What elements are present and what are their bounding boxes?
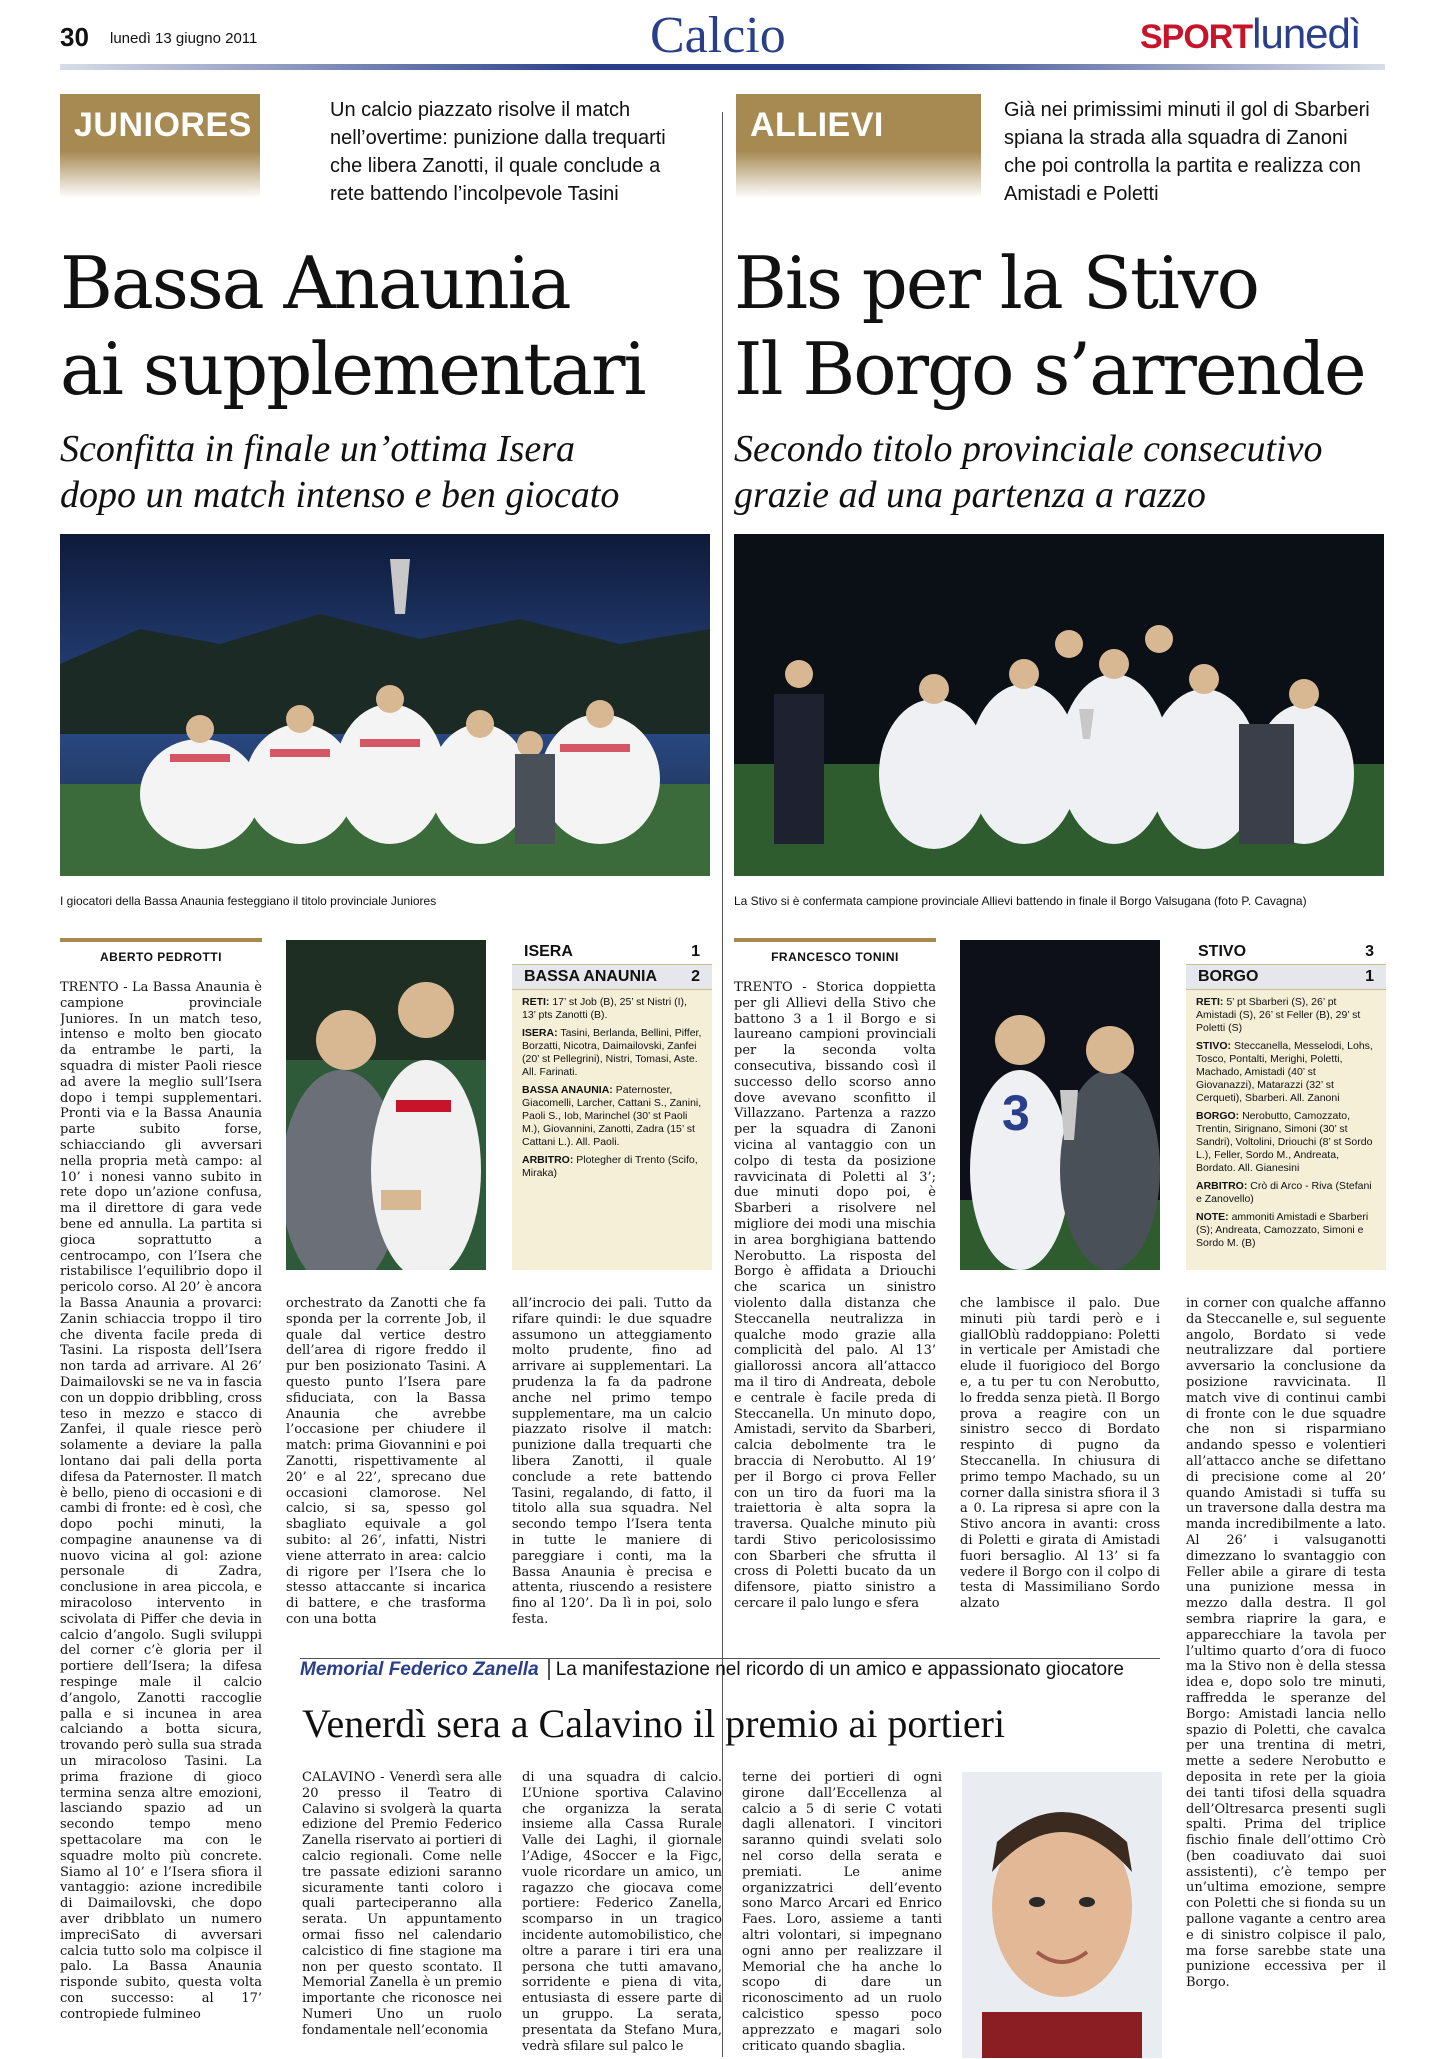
stats-reti: RETI: 5’ pt Sbarberi (S), 26’ pt Amistadi (S), 26’ st Feller (B), 29’ st Poletti (S) bbox=[1196, 996, 1361, 1034]
stats-team2-lineup: BORGO: Nerobutto, Camozzato, Trentin, Sirignano, Simoni (30’ st Sandri), Voltolini, Driouchi (8’ st Sordo L.), Feller, Sordo M., Andreata, Bordato. All. Gianesini bbox=[1196, 1110, 1373, 1174]
sport-lunedi-logo: SPORTlunedì bbox=[1140, 10, 1361, 57]
portrait-photo bbox=[962, 1772, 1162, 2058]
memorial-subtitle: La manifestazione nel ricordo di un amico e appassionato giocatore bbox=[548, 1659, 1124, 1680]
team-celebration-photo bbox=[734, 534, 1384, 876]
memorial-title: Memorial Federico Zanella bbox=[300, 1659, 539, 1680]
stats-arbitro: ARBITRO: Crò di Arco - Riva (Stefani e Zanovello) bbox=[1196, 1180, 1372, 1205]
article-byline: FRANCESCO TONINI bbox=[734, 938, 936, 964]
section-title: Calcio bbox=[650, 7, 786, 64]
svg-text:3: 3 bbox=[1002, 1085, 1030, 1141]
team-row: STIVO 3 bbox=[1186, 940, 1386, 965]
category-tag-juniores: JUNIORES bbox=[60, 94, 260, 198]
article-byline: ABERTO PEDROTTI bbox=[60, 938, 262, 964]
match-stats-box bbox=[1186, 940, 1386, 1270]
article-deck: Un calcio piazzato risolve il match nell’overtime: punizione dalla trequarti che libera Zanotti, il quale conclude a rete battendo l’incolpevole Tasini bbox=[330, 99, 666, 205]
article-headline: Bassa Anaunia ai supplementari bbox=[60, 241, 645, 411]
article-column-1: TRENTO - La Bassa Anaunia è campione provinciale Juniores. In un match teso, intenso e molto ben giocato da entrambe le parti, la squadra di mister Paoli riesce ad avere la meglio sull’Isera dopo i tempi supplementari. Pronti via e la Bassa Anaunia parte subito forse, schiacciando gli avversari nella propria metà campo: al 10’ i nonesi vanno subito in rete dopo un’azione confusa, ma il direttore di gara vede bene ed annulla. La partita si gioca soprattutto a centrocampo, con l’Isera che ristabilisce l’equilibrio dopo il pericolo corso. Al 20’ è ancora la Bassa Anaunia a provarci: Zanin schiaccia troppo il tiro che diventa facile preda di Tasini. La risposta dell’Isera non tarda ad arrivare. Al 26’ Daimailovski se ne va in fascia con un doppio dribbling, cross teso in mezzo e stacco di Zanfei, il quale riesce però solamente a deviare la palla lontano dai pali della porta difesa da Paternoster. Il match è bello, pieno di occasioni e di cambi di fronte: ed è così, che dopo pochi minuti, la compagine anaunense va di nuovo vicina al gol: azione personale di Zadra, conclusione in area piccola, e miracoloso intervento in scivolata di Piffer che devia in calcio d’angolo. Sugli sviluppi del corner c’è gloria per il portiere dell’Isera; la difesa respinge male il calcio d’angolo, Zanotti raccoglie palla e si incunea in area calciando a botta sicura, trovando però sulla sua strada un miracoloso Tasini. La prima frazione di gioco termina senza altre emozioni, lasciando spazio ad un secondo tempo meno spettacolare ma con le squadre molto più concrete. Siamo al 10’ e l’Isera sfiora il vantaggio: azione incredibile di Daimailovski, che dopo aver dribblato un numero impreciSato di avversari calcia tutto solo ma colpisce il palo. La Bassa Anaunia risponde subito, questa volta con successo: al 17’ contropiede fulmineo bbox=[60, 980, 262, 2022]
article-subhead: Secondo titolo provinciale consecutivo grazie ad una partenza a razzo bbox=[734, 428, 1323, 516]
article-column-3: all’incrocio dei pali. Tutto da rifare quindi: le due squadre assumono un atteggiamento molto prudente, fino ad arrivare ai supplementari. La prudenza la fa da padrone anche nel primo tempo supplementare, ma un calcio piazzato risolve il match: punizione dalla trequarti che libera Zanotti, il quale conclude a rete battendo Tasini, regalando, di fatto, il titolo alla sua squadra. Nel secondo tempo l’Isera tenta in tutte le maniere di pareggiare i conti, ma la Bassa Anaunia è precisa e attenta, riuscendo a resistere fino al 120’. Da lì in poi, solo festa. bbox=[512, 1296, 712, 1627]
memorial-column-3: terne dei portieri di ogni girone dall’Eccellenza al calcio a 5 di serie C votati dagli allenatori. I vincitori saranno quindi svelati solo nel corso della serata e premiati. Le anime organizzatrici dell’evento sono Marco Arcari ed Enrico Faes. Loro, assieme a tanti altri volontari, si impegnano ogni anno per realizzare il Memorial che ha anche lo scopo di dare un riconoscimento ad un ruolo calcistico spesso poco apprezzato e magari solo criticato quando sbaglia. bbox=[742, 1770, 942, 2054]
page-number: 30 bbox=[60, 22, 89, 52]
page-date: lunedì 13 giugno 2011 bbox=[110, 30, 258, 47]
stats-team1-lineup: STIVO: Steccanella, Messelodi, Lohs, Tosco, Pontalti, Merighi, Poletti, Machado, Amistadi (40’ st Giovanazzi), Matarazzi (32’ st Cerqueti), Sbarberi. All. Zanoni bbox=[1196, 1040, 1373, 1104]
memorial-column-2: di una squadra di calcio. L’Unione sportiva Calavino che organizza la serata insieme alla Cassa Rurale Valle dei Laghi, il giornale l’Adige, 4Soccer e la Figc, vuole ricordare un amico, un ragazzo che giocava come portiere: Federico Zanella, scomparso in un tragico incidente automobilistico, che oltre a parare i tiri era una persona che tutti amavano, sorridente e piena di vita, entusiasta di essere parte di un gruppo. La serata, presentata da Stefano Mura, vedrà sfilare sul palco le bbox=[522, 1770, 722, 2054]
article-subhead: Sconfitta in finale un’ottima Isera dopo un match intenso e ben giocato bbox=[60, 428, 620, 516]
stats-arbitro: ARBITRO: Plotegher di Trento (Scifo, Miraka) bbox=[522, 1154, 698, 1179]
stats-team2-lineup: BASSA ANAUNIA: Paternoster, Giacomelli, Larcher, Cattani S., Zanini, Paoli S., Iob, Marinchel (30’ st Paoli M.), Giovannini, Zanotti, Zadra (15’ st Cattani L.). All. Paoli. bbox=[522, 1084, 702, 1148]
trophy-presentation-photo bbox=[960, 940, 1160, 1270]
team-row: BORGO 1 bbox=[1186, 965, 1386, 990]
photo-caption: La Stivo si è confermata campione provinciale Allievi battendo in finale il Borgo Valsugana (foto P. Cavagna) bbox=[734, 894, 1307, 908]
stats-reti: RETI: 17’ st Job (B), 25’ st Nistri (I), 13’ pts Zanotti (B). bbox=[522, 996, 687, 1021]
team-row: BASSA ANAUNIA 2 bbox=[512, 965, 712, 990]
article-headline: Bis per la Stivo Il Borgo s’arrende bbox=[734, 241, 1365, 411]
match-stats-box bbox=[512, 940, 712, 1270]
stats-team1-lineup: ISERA: Tasini, Berlanda, Bellini, Piffer, Borzatti, Nicotra, Daimailovski, Zanfei (20’ st Pellegrini), Nistri, Tomasi, Aste. All. Farinati. bbox=[522, 1027, 702, 1078]
memorial-headline: Venerdì sera a Calavino il premio ai portieri bbox=[302, 1701, 1006, 1746]
masthead-rule bbox=[60, 64, 1385, 70]
team-row: ISERA 1 bbox=[512, 940, 712, 965]
stats-note: NOTE: ammoniti Amistadi e Sbarberi (S); Andreata, Camozzato, Simoni e Sordo M. (B) bbox=[1196, 1211, 1369, 1249]
team-celebration-photo bbox=[60, 534, 710, 876]
category-tag-allievi: ALLIEVI bbox=[736, 94, 981, 198]
photo-caption: I giocatori della Bassa Anaunia festeggiano il titolo provinciale Juniores bbox=[60, 894, 437, 908]
article-column-2: che lambisce il palo. Due minuti più tardi però e i giallOblù raddoppiano: Poletti in verticale per Amistadi che elude il fuorigioco del Borgo e, a tu per tu con Nerobutto, lo fredda senza pietà. Il Borgo prova a reagire con un sinistro secco di Bordato respinto di pugno da Steccanella. In chiusura di primo tempo Machado, su un corner dalla sinistra sfiora il 3 a 0. La ripresa si apre con la Stivo ancora in avanti: cross di Poletti e girata di Amistadi fuori bersaglio. Al 13’ si fa vedere il Borgo con il colpo di testa di Massimiliano Sordo alzato bbox=[960, 1296, 1160, 1612]
memorial-column-1: CALAVINO - Venerdì sera alle 20 presso il Teatro di Calavino si svolgerà la quarta edizione del Premio Federico Zanella riservato ai portieri di calcio regionali. Come nelle tre passate edizioni saranno sicuramente tanti coloro i quali parteciperanno alla serata. Un appuntamento ormai fisso nel calendario calcistico di fine stagione ma non per questo scontato. Il Memorial Zanella è un premio importante che riconosce nei Numeri Uno un ruolo fondamentale nell’economia bbox=[302, 1770, 502, 2038]
handshake-photo bbox=[286, 940, 486, 1270]
article-deck: Già nei primissimi minuti il gol di Sbarberi spiana la strada alla squadra di Zanoni che poi controlla la partita e realizza con Amistadi e Poletti bbox=[1004, 99, 1370, 205]
article-column-1: TRENTO - Storica doppietta per gli Allievi della Stivo che battono 3 a 1 il Borgo e si laureano campioni provinciali per la seconda volta consecutiva, bissando così il successo dello scorso anno dove avevano sconfitto il Villazzano. Partenza a razzo per la squadra di Zanoni vicina al vantaggio con un colpo di testa da posizione ravvicinata di Poletti al 3’; due minuti dopo poi, è Sbarberi a risolvere nel migliore dei modi una mischia in area borghigiana battendo Nerobutto. La risposta del Borgo è affidata a Driouchi che scarica un sinistro violento dalla distanza che Steccanella neutralizza in qualche modo grazie alla complicità del palo. Al 13’ giallorossi ancora all’attacco ma il tiro di Andreata, debole e centrale è facile preda di Steccanella. Un minuto dopo, Amistadi, servito da Sbarberi, calcia debolmente tra le braccia di Nerobutto. Al 19’ per il Borgo ci prova Feller con un tiro da fuori ma la traiettoria è alta sopra la traversa. Qualche minuto più tardi Stivo pericolosissimo con Sbarberi che sfrutta il cross di Poletti bucato da un difensore, piatto sinistro a cercare il palo lungo e sfera bbox=[734, 980, 936, 1612]
memorial-banner bbox=[300, 1658, 1160, 1689]
article-column-3: in corner con qualche affanno da Steccanelle e, sul seguente angolo, Bordato si vede neutralizzare dal portiere avversario la conclusione da posizione ravvicinata. Il match vive di continui cambi di fronte con le due squadre che non si risparmiano andando spesso e volentieri all’attacco anche se difettano di precisione come al 20’ quando Amistadi si tuffa su un traversone dalla destra ma manda incredibilmente a lato. Al 26’ i valsuganotti dimezzano lo svantaggio con Feller abile a girare di testa una punizione messa in mezzo dalla destra. Il gol sembra riaprire la gara, e apparecchiare la tavola per l’ultimo quarto d’ora di fuoco ma la Stivo non è della stessa idea e, dopo solo tre minuti, raffredda le speranze del Borgo: Amistadi lancia nello spazio di Poletti, che cavalca per una trentina di metri, mette a sedere Nerobutto e deposita in rete per la gioia dei tanti tifosi della squadra dell’Oltresarca presenti sugli spalti. Prima del triplice fischio finale dell’ottimo Crò (ben coadiuvato dai suoi assistenti), c’è tempo per un’ultima emozione, sempre con Poletti che si fionda su un pallone vagante a centro area e di sinistro colpisce il palo, ma forse sarebbe state una punizione eccessiva per il Borgo. bbox=[1186, 1296, 1386, 1991]
column-divider bbox=[722, 112, 723, 2057]
article-column-2: orchestrato da Zanotti che fa sponda per la corrente Job, il quale dal vertice destro dell’area di rigore freddo il pur ben posizionato Tasini. A questo punto l’Isera pare sfiduciata, con la Bassa Anaunia che avrebbe l’occasione per chiudere il match: prima Giovannini e poi Zanotti, rispettivamente al 20’ e al 22’, sprecano due occasioni clamorose. Nel calcio, si sa, spesso gol sbagliato equivale a gol subito: al 26’, infatti, Nistri viene atterrato in area: calcio di rigore per l’Isera che lo stesso attaccante si incarica di battere, e che trasforma con una botta bbox=[286, 1296, 486, 1627]
